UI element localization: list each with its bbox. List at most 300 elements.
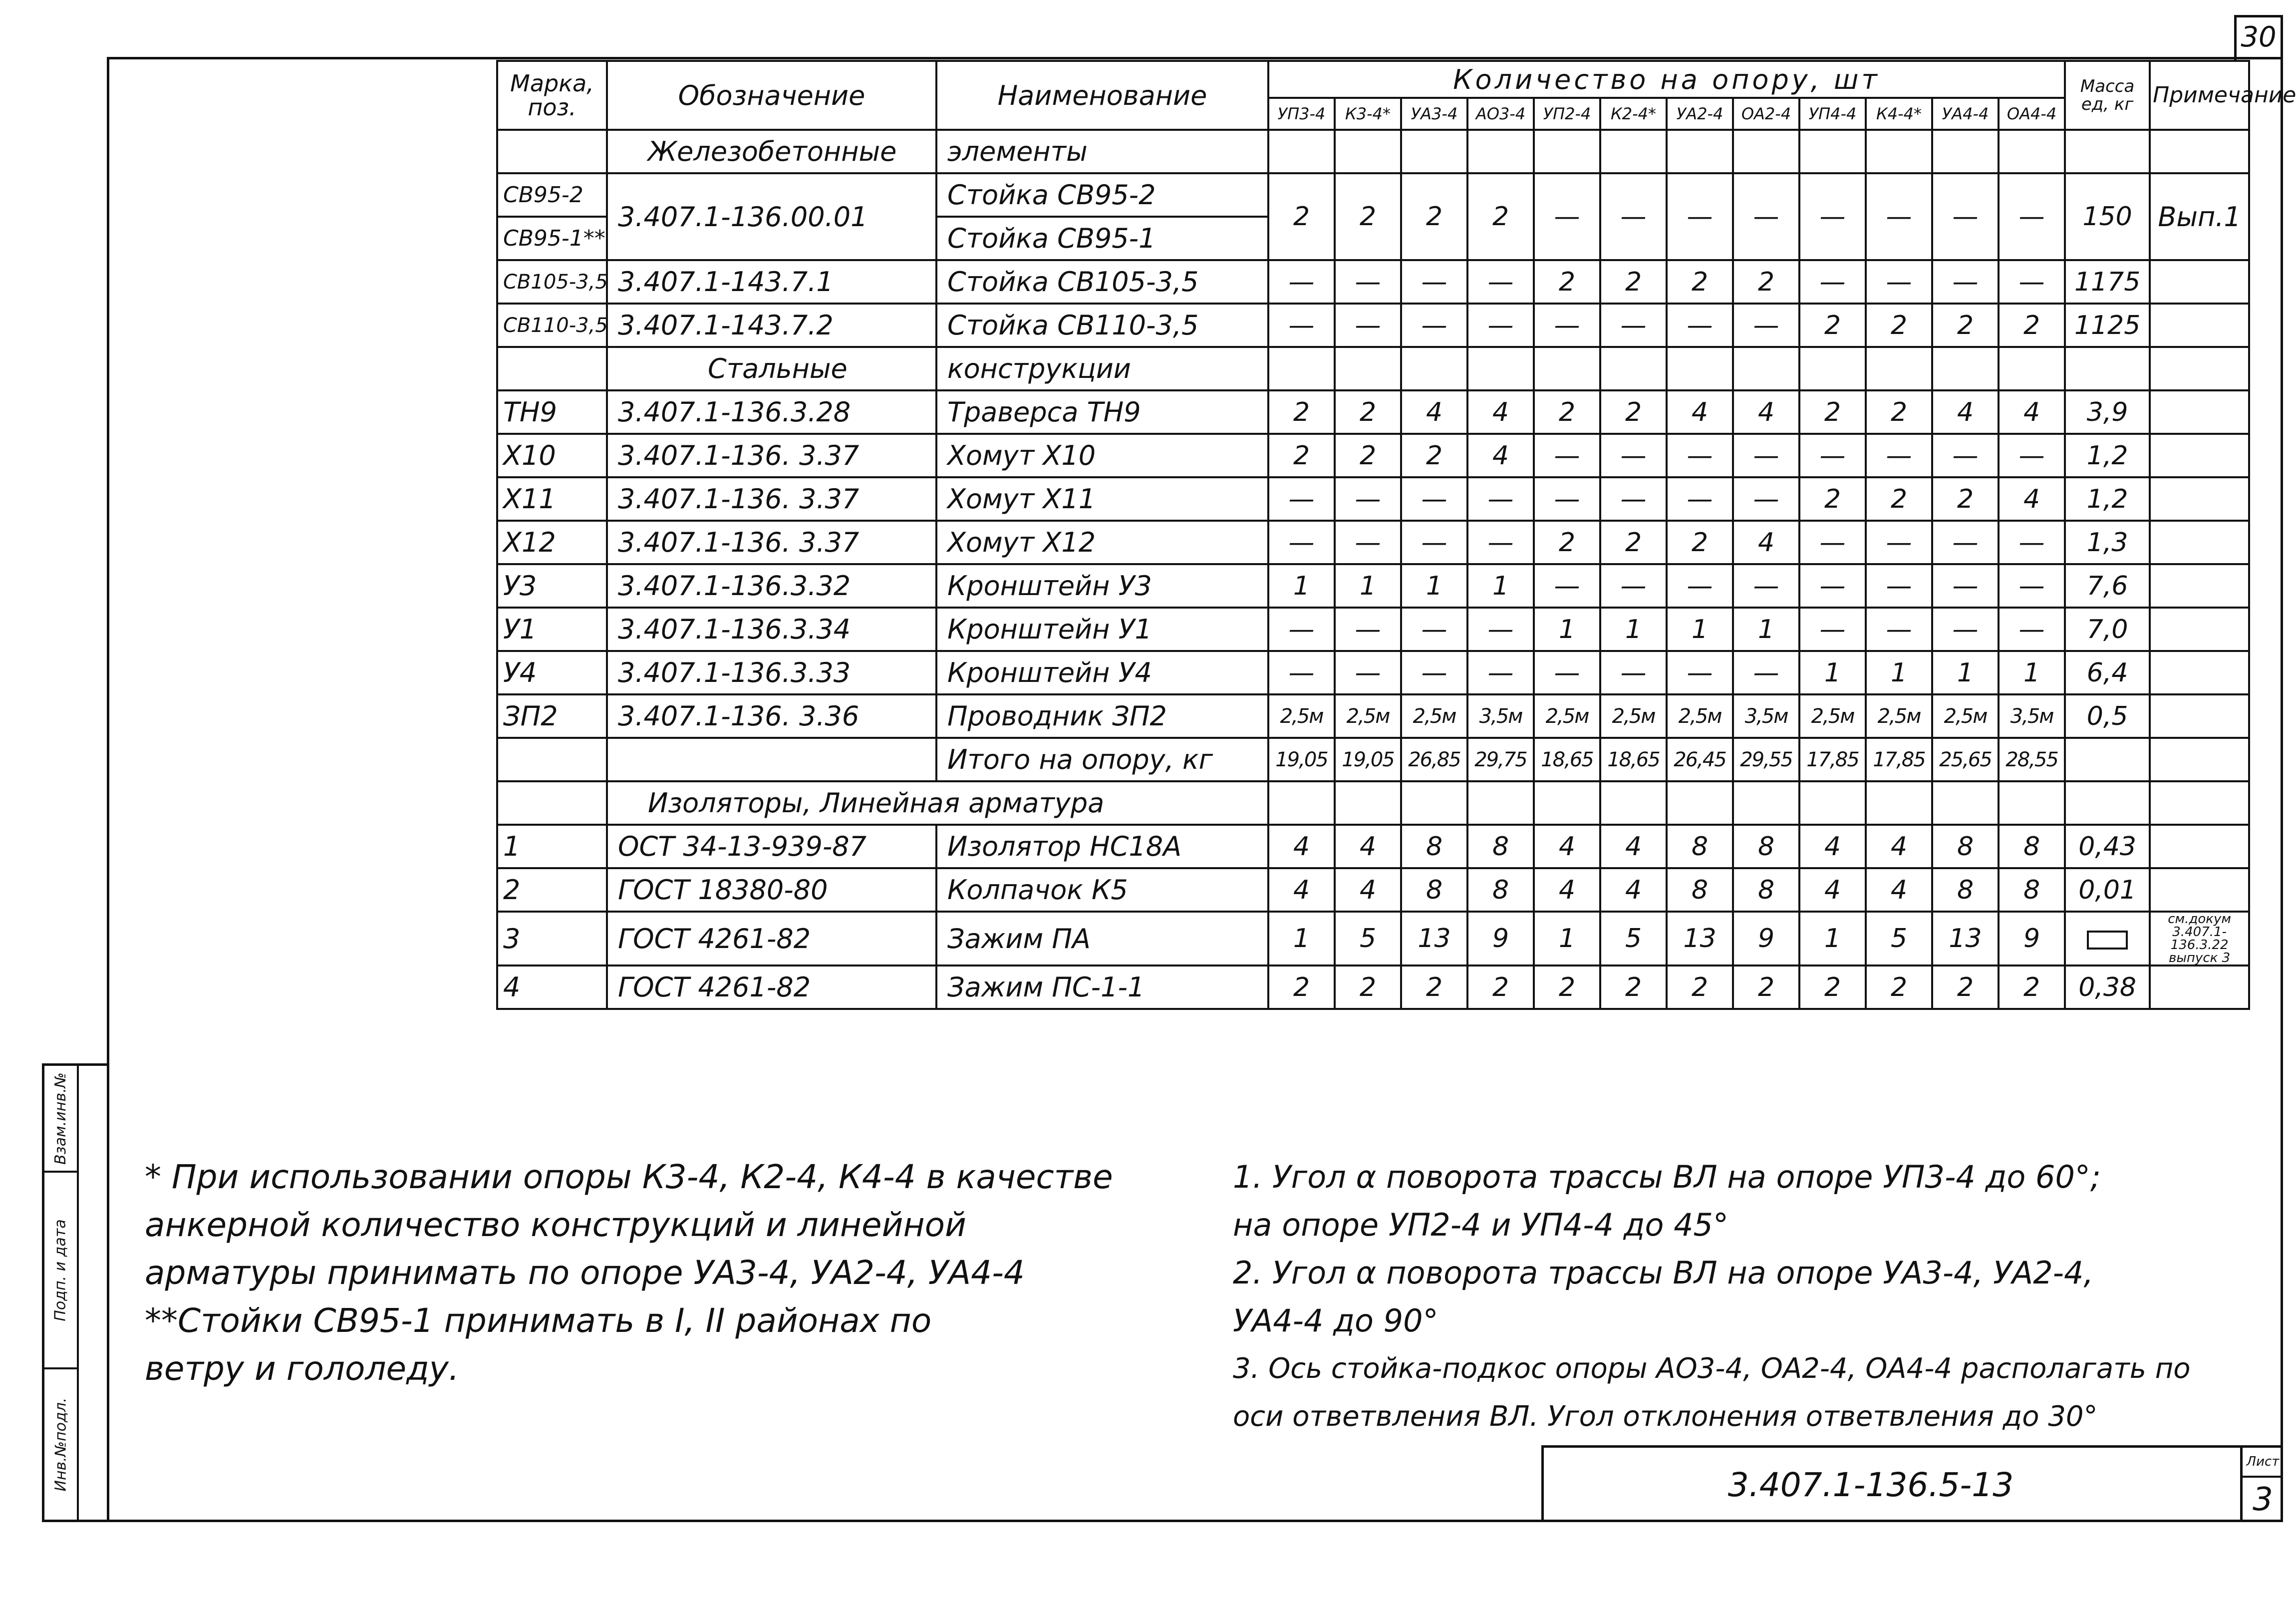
cell-quantity: 2	[1799, 965, 1866, 1009]
cell-designation: 3.407.1-143.7.2	[607, 304, 936, 347]
cell-quantity: 13	[1932, 912, 1999, 965]
cell-quantity: 2	[1268, 434, 1335, 477]
cell-quantity: —	[1866, 260, 1932, 304]
cell-quantity: —	[1733, 304, 1799, 347]
empty-cell	[497, 781, 607, 825]
cell-note	[2150, 564, 2249, 608]
cell-quantity: —	[1534, 434, 1600, 477]
cell-quantity: —	[1932, 521, 1999, 564]
cell-name: Зажим ПА	[936, 912, 1268, 965]
cell-mark: 1	[497, 825, 607, 868]
cell-quantity: 2	[1467, 965, 1534, 1009]
cell-quantity: —	[1401, 260, 1467, 304]
section-row-insulators	[497, 781, 2249, 825]
cell-quantity: 4	[1999, 477, 2065, 521]
rows-block-concrete	[497, 173, 2249, 347]
cell-note	[2150, 608, 2249, 651]
cell-quantity: 2	[1534, 965, 1600, 1009]
support-type-header: УА2-4	[1667, 98, 1733, 130]
cell-mark: Х12	[497, 521, 607, 564]
table-row	[497, 434, 2249, 477]
rows-block-steel	[497, 390, 2249, 781]
cell-designation: 3.407.1-136. 3.37	[607, 521, 936, 564]
cell-quantity: 2	[1335, 965, 1401, 1009]
cell-quantity: —	[1733, 564, 1799, 608]
cell-quantity: 4	[1534, 825, 1600, 868]
cell-quantity: 2	[1999, 304, 2065, 347]
cell-quantity: 4	[1600, 825, 1667, 868]
empty-cell	[497, 130, 607, 173]
cell-quantity: 2,5м	[1866, 694, 1932, 738]
cell-quantity: —	[1866, 564, 1932, 608]
header-name: Наименование	[936, 61, 1268, 130]
title-stamp	[1541, 1445, 2283, 1522]
cell-quantity: —	[1667, 173, 1733, 260]
cell-mass: 1,3	[2065, 521, 2150, 564]
cell-quantity: 19,05	[1268, 738, 1335, 781]
side-strip	[42, 1063, 107, 1522]
notes-right	[1233, 1153, 2261, 1441]
cell-quantity: —	[1335, 477, 1401, 521]
empty-cell	[497, 347, 607, 390]
cell-name: Зажим ПС-1-1	[936, 965, 1268, 1009]
cell-quantity: 2	[1799, 477, 1866, 521]
cell-quantity: —	[1268, 260, 1335, 304]
cell-quantity: —	[1467, 477, 1534, 521]
table-row	[497, 738, 2249, 781]
cell-name: Проводник ЗП2	[936, 694, 1268, 738]
support-type-header: УП4-4	[1799, 98, 1866, 130]
cell-quantity: 19,05	[1335, 738, 1401, 781]
cell-name: Кронштейн У4	[936, 651, 1268, 694]
cell-mark	[497, 738, 607, 781]
cell-note	[2150, 434, 2249, 477]
support-type-header: УП3-4	[1268, 98, 1335, 130]
table-row	[497, 651, 2249, 694]
cell-quantity: 2	[1932, 304, 1999, 347]
cell-mark: ТН9	[497, 390, 607, 434]
cell-quantity: —	[1866, 434, 1932, 477]
cell-quantity: —	[1600, 304, 1667, 347]
cell-quantity: —	[1799, 260, 1866, 304]
cell-mark: 3	[497, 912, 607, 965]
cell-quantity: 2,5м	[1600, 694, 1667, 738]
cell-quantity: 2	[1534, 390, 1600, 434]
cell-name: Кронштейн У3	[936, 564, 1268, 608]
cell-note	[2150, 304, 2249, 347]
cell-mass: 1,2	[2065, 434, 2150, 477]
cell-quantity: —	[1799, 564, 1866, 608]
cell-quantity: 2	[1467, 173, 1534, 260]
cell-quantity: —	[1600, 651, 1667, 694]
cell-quantity: 4	[1600, 868, 1667, 912]
cell-mark: У1	[497, 608, 607, 651]
cell-quantity: 1	[1799, 651, 1866, 694]
table-row	[497, 825, 2249, 868]
cell-quantity: 2	[1600, 965, 1667, 1009]
cell-mass: 0,38	[2065, 965, 2150, 1009]
cell-quantity: 4	[1268, 825, 1335, 868]
note-line: **Стойки СВ95-1 принимать в I, II районах по	[145, 1301, 932, 1340]
support-type-header: ОА2-4	[1733, 98, 1799, 130]
cell-quantity: —	[1268, 521, 1335, 564]
cell-designation: 3.407.1-143.7.1	[607, 260, 936, 304]
cell-designation: ГОСТ 18380-80	[607, 868, 936, 912]
cell-quantity: 2	[1600, 521, 1667, 564]
cell-quantity: —	[1999, 173, 2065, 260]
section-title-part1: Железобетонные	[607, 130, 936, 173]
cell-designation: ГОСТ 4261-82	[607, 965, 936, 1009]
support-type-header: К4-4*	[1866, 98, 1932, 130]
cell-quantity: 8	[1467, 868, 1534, 912]
cell-quantity: 25,65	[1932, 738, 1999, 781]
cell-mark: СВ95-1**	[497, 217, 607, 260]
cell-quantity: —	[1999, 564, 2065, 608]
cell-quantity: 4	[1667, 390, 1733, 434]
cell-designation: 3.407.1-136.3.28	[607, 390, 936, 434]
cell-quantity: —	[1999, 434, 2065, 477]
cell-mark: У3	[497, 564, 607, 608]
cell-quantity: 26,85	[1401, 738, 1467, 781]
specification-table	[496, 60, 2296, 1010]
cell-quantity: 8	[1999, 868, 2065, 912]
cell-designation: 3.407.1-136.3.32	[607, 564, 936, 608]
header-quantity-group: Количество на опору, шт	[1268, 61, 2065, 98]
cell-quantity: 2	[1335, 173, 1401, 260]
section-row-steel	[497, 347, 2249, 390]
cell-quantity: —	[1932, 260, 1999, 304]
cell-quantity: —	[1733, 434, 1799, 477]
sheet-label: Лист	[2243, 1448, 2283, 1478]
cell-quantity: 4	[1799, 825, 1866, 868]
cell-quantity: —	[1335, 651, 1401, 694]
cell-quantity: 2,5м	[1335, 694, 1401, 738]
cell-quantity: 1	[1268, 912, 1335, 965]
cell-quantity: —	[1534, 477, 1600, 521]
section-row-reinforced-concrete	[497, 130, 2249, 173]
cell-quantity: 13	[1401, 912, 1467, 965]
cell-quantity: 2	[1401, 965, 1467, 1009]
cell-quantity: 3,5м	[1733, 694, 1799, 738]
cell-quantity: 1	[1534, 912, 1600, 965]
cell-quantity: 4	[1335, 825, 1401, 868]
note-line: ветру и гололеду.	[145, 1349, 459, 1388]
cell-name: Хомут Х12	[936, 521, 1268, 564]
cell-quantity: —	[1866, 173, 1932, 260]
cell-quantity: —	[1667, 651, 1733, 694]
cell-quantity: 2	[1932, 477, 1999, 521]
cell-quantity: 2	[1866, 477, 1932, 521]
cell-designation: 3.407.1-136.3.34	[607, 608, 936, 651]
cell-quantity: —	[1467, 608, 1534, 651]
note-line: 1. Угол α поворота трассы ВЛ на опоре УП3-4 до 60°;	[1233, 1159, 2101, 1195]
cell-designation: ОСТ 34-13-939-87	[607, 825, 936, 868]
cell-quantity: 1	[1401, 564, 1467, 608]
cell-mark: Х11	[497, 477, 607, 521]
support-type-header: УА3-4	[1401, 98, 1467, 130]
cell-quantity: —	[1467, 521, 1534, 564]
cell-quantity: 2	[1667, 965, 1733, 1009]
cell-mass: 1175	[2065, 260, 2150, 304]
cell-quantity: 28,55	[1999, 738, 2065, 781]
cell-mark: СВ110-3,5	[497, 304, 607, 347]
cell-designation: 3.407.1-136. 3.36	[607, 694, 936, 738]
cell-quantity: —	[1534, 651, 1600, 694]
cell-mark: 2	[497, 868, 607, 912]
notes-left	[145, 1153, 1168, 1393]
cell-quantity: —	[1467, 651, 1534, 694]
support-type-header: АО3-4	[1467, 98, 1534, 130]
cell-quantity: 2	[1534, 260, 1600, 304]
cell-quantity: 8	[1932, 825, 1999, 868]
cell-mass: 6,4	[2065, 651, 2150, 694]
cell-mass: 150	[2065, 173, 2150, 260]
rows-block-insulators	[497, 825, 2249, 1009]
cell-quantity: 4	[1268, 868, 1335, 912]
cell-quantity: 9	[1733, 912, 1799, 965]
cell-mass	[2065, 738, 2150, 781]
section-title-insulators: Изоляторы, Линейная арматура	[607, 781, 1268, 825]
cell-mass: 0,5	[2065, 694, 2150, 738]
cell-quantity: —	[1534, 173, 1600, 260]
table-row	[497, 564, 2249, 608]
cell-quantity: 2	[1600, 390, 1667, 434]
cell-quantity: —	[1268, 651, 1335, 694]
cell-mass	[2065, 912, 2150, 965]
cell-name: Стойка СВ105-3,5	[936, 260, 1268, 304]
cell-name: Стойка СВ110-3,5	[936, 304, 1268, 347]
cell-note	[2150, 825, 2249, 868]
cell-quantity: 8	[1467, 825, 1534, 868]
cell-mark: ЗП2	[497, 694, 607, 738]
cell-quantity: 4	[1799, 868, 1866, 912]
note-line: анкерной количество конструкций и линейной	[145, 1206, 966, 1244]
cell-quantity: 8	[1401, 825, 1467, 868]
cell-quantity: 1	[1667, 608, 1733, 651]
note-line: арматуры принимать по опоре УА3-4, УА2-4, УА4-4	[145, 1254, 1025, 1292]
cell-quantity: —	[1268, 477, 1335, 521]
cell-quantity: —	[1932, 434, 1999, 477]
sheet-corner-number: 30	[2234, 15, 2283, 60]
cell-quantity: —	[1600, 564, 1667, 608]
cell-quantity: —	[1600, 434, 1667, 477]
cell-quantity: 8	[1932, 868, 1999, 912]
side-label-replaced: Взам.инв.№	[52, 1072, 69, 1165]
cell-quantity: —	[1335, 260, 1401, 304]
cell-quantity: 2,5м	[1268, 694, 1335, 738]
cell-quantity: 5	[1335, 912, 1401, 965]
cell-quantity: —	[1667, 434, 1733, 477]
cell-quantity: 2	[1401, 173, 1467, 260]
section-title-part2: элементы	[936, 130, 1268, 173]
cell-quantity: 1	[1534, 608, 1600, 651]
cell-quantity: —	[1999, 260, 2065, 304]
cell-quantity: 2	[1733, 260, 1799, 304]
cell-quantity: —	[1799, 521, 1866, 564]
cell-quantity: 17,85	[1799, 738, 1866, 781]
cell-quantity: 4	[1467, 390, 1534, 434]
cell-quantity: —	[1733, 651, 1799, 694]
table-row	[497, 260, 2249, 304]
cell-designation: ГОСТ 4261-82	[607, 912, 936, 965]
support-type-header: ОА4-4	[1999, 98, 2065, 130]
side-cell-signature	[44, 1173, 77, 1369]
cell-quantity: 1	[1600, 608, 1667, 651]
cell-quantity: 4	[1932, 390, 1999, 434]
cell-quantity: 2	[1999, 965, 2065, 1009]
cell-designation: 3.407.1-136.3.33	[607, 651, 936, 694]
cell-quantity: 4	[1999, 390, 2065, 434]
table-row	[497, 173, 2249, 217]
cell-quantity: 2,5м	[1401, 694, 1467, 738]
table-row	[497, 477, 2249, 521]
cell-quantity: 2	[1401, 434, 1467, 477]
cell-note	[2150, 694, 2249, 738]
cell-quantity: —	[1268, 304, 1335, 347]
cell-quantity: 1	[1335, 564, 1401, 608]
cell-designation: 3.407.1-136. 3.37	[607, 477, 936, 521]
cell-quantity: 2,5м	[1932, 694, 1999, 738]
cell-quantity: 4	[1866, 825, 1932, 868]
note-line: * При использовании опоры К3-4, К2-4, К4-4 в качестве	[145, 1158, 1113, 1196]
cell-quantity: 2	[1866, 390, 1932, 434]
cell-mark: У4	[497, 651, 607, 694]
cell-quantity: 18,65	[1534, 738, 1600, 781]
table-row	[497, 965, 2249, 1009]
cell-name: Итого на опору, кг	[936, 738, 1268, 781]
cell-quantity: —	[1401, 304, 1467, 347]
cell-note: Вып.1	[2150, 173, 2249, 260]
cell-mass: 0,01	[2065, 868, 2150, 912]
cell-mass: 0,43	[2065, 825, 2150, 868]
side-strip-column	[44, 1066, 79, 1520]
cell-quantity: 2	[1667, 260, 1733, 304]
cell-quantity: 8	[1999, 825, 2065, 868]
rectangle-symbol	[2087, 931, 2128, 950]
side-label-signature: Подп. и дата	[52, 1219, 69, 1321]
cell-mark: 4	[497, 965, 607, 1009]
cell-quantity: —	[1335, 521, 1401, 564]
table-row	[497, 521, 2249, 564]
cell-quantity: 2	[1866, 965, 1932, 1009]
header-designation: Обозначение	[607, 61, 936, 130]
section-title-part2: конструкции	[936, 347, 1268, 390]
cell-quantity: —	[1733, 173, 1799, 260]
cell-quantity: 8	[1401, 868, 1467, 912]
table-row	[497, 694, 2249, 738]
cell-quantity: 2,5м	[1799, 694, 1866, 738]
cell-quantity: 4	[1733, 521, 1799, 564]
cell-quantity: —	[1268, 608, 1335, 651]
cell-quantity: 8	[1667, 825, 1733, 868]
cell-quantity: —	[1932, 173, 1999, 260]
cell-quantity: —	[1600, 173, 1667, 260]
cell-name: Хомут Х10	[936, 434, 1268, 477]
cell-quantity: 2	[1600, 260, 1667, 304]
cell-quantity: —	[1733, 477, 1799, 521]
cell-quantity: 5	[1866, 912, 1932, 965]
cell-quantity: 2	[1733, 965, 1799, 1009]
cell-quantity: 4	[1401, 390, 1467, 434]
cell-quantity: —	[1401, 477, 1467, 521]
cell-quantity: 26,45	[1667, 738, 1733, 781]
header-row	[497, 61, 2249, 98]
cell-quantity: 1	[1733, 608, 1799, 651]
support-type-header: УА4-4	[1932, 98, 1999, 130]
cell-quantity: —	[1999, 521, 2065, 564]
cell-quantity: 8	[1733, 868, 1799, 912]
cell-quantity: 3,5м	[1999, 694, 2065, 738]
cell-name: Стойка СВ95-1	[936, 217, 1268, 260]
document-code: 3.407.1-136.5-13	[1727, 1466, 2014, 1504]
cell-note	[2150, 868, 2249, 912]
cell-quantity: 3,5м	[1467, 694, 1534, 738]
cell-quantity: —	[1467, 304, 1534, 347]
cell-quantity: 2	[1335, 434, 1401, 477]
cell-quantity: —	[1467, 260, 1534, 304]
side-label-inventory: Инв.№подл.	[52, 1397, 69, 1491]
cell-quantity: 1	[1799, 912, 1866, 965]
cell-name: Изолятор НС18А	[936, 825, 1268, 868]
header-mass: Масса ед, кг	[2065, 61, 2150, 130]
cell-designation: 3.407.1-136. 3.37	[607, 434, 936, 477]
sheet-number: 3	[2253, 1481, 2273, 1518]
cell-quantity: 2	[1799, 390, 1866, 434]
cell-quantity: —	[1335, 304, 1401, 347]
cell-quantity: —	[1335, 608, 1401, 651]
cell-mark: СВ105-3,5	[497, 260, 607, 304]
cell-name: Кронштейн У1	[936, 608, 1268, 651]
cell-quantity: 4	[1335, 868, 1401, 912]
cell-name: Колпачок К5	[936, 868, 1268, 912]
cell-quantity: 4	[1733, 390, 1799, 434]
cell-quantity: 1	[1866, 651, 1932, 694]
cell-quantity: —	[1866, 608, 1932, 651]
cell-note	[2150, 477, 2249, 521]
side-cell-inventory	[44, 1369, 77, 1519]
cell-quantity: 4	[1534, 868, 1600, 912]
cell-quantity: 1	[1268, 564, 1335, 608]
cell-quantity: —	[1866, 521, 1932, 564]
cell-quantity: 2,5м	[1534, 694, 1600, 738]
support-type-header: УП2-4	[1534, 98, 1600, 130]
cell-name: Хомут Х11	[936, 477, 1268, 521]
cell-quantity: 9	[1467, 912, 1534, 965]
table-row	[497, 390, 2249, 434]
cell-quantity: 2,5м	[1667, 694, 1733, 738]
cell-quantity: 29,75	[1467, 738, 1534, 781]
side-cell-replaced	[44, 1066, 77, 1173]
cell-quantity: —	[1667, 304, 1733, 347]
cell-note	[2150, 521, 2249, 564]
section-title-part1: Стальные	[607, 347, 936, 390]
cell-quantity: 13	[1667, 912, 1733, 965]
cell-mass: 7,0	[2065, 608, 2150, 651]
cell-quantity: —	[1534, 304, 1600, 347]
cell-note: см.докум 3.407.1-136.3.22 выпуск 3	[2150, 912, 2249, 965]
cell-mass: 3,9	[2065, 390, 2150, 434]
cell-quantity: 9	[1999, 912, 2065, 965]
cell-quantity: —	[1799, 608, 1866, 651]
cell-quantity: 1	[1999, 651, 2065, 694]
cell-name: Стойка СВ95-2	[936, 173, 1268, 217]
cell-quantity: 2	[1534, 521, 1600, 564]
cell-quantity: —	[1401, 608, 1467, 651]
cell-mark: Х10	[497, 434, 607, 477]
cell-name: Траверса ТН9	[936, 390, 1268, 434]
cell-quantity: 8	[1733, 825, 1799, 868]
cell-quantity: 2	[1335, 390, 1401, 434]
